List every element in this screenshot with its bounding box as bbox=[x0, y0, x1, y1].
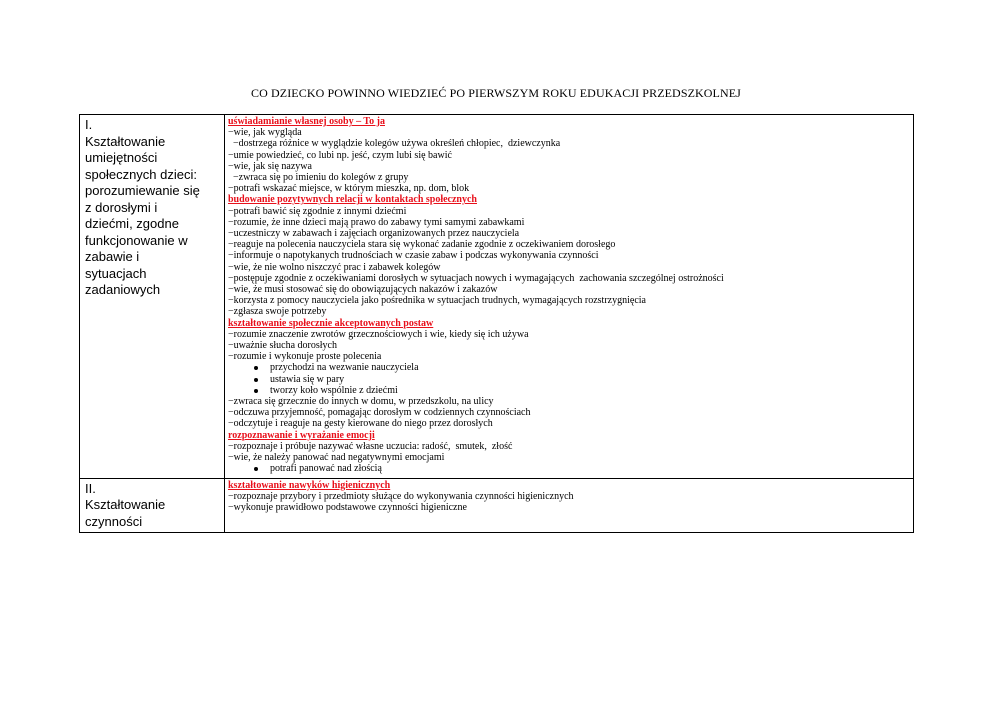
bullet-text: przychodzi na wezwanie nauczyciela bbox=[270, 362, 419, 374]
area-title-line: społecznych dzieci: bbox=[85, 166, 197, 182]
curriculum-table bbox=[79, 114, 914, 533]
skill-item: −zwraca się po imieniu do kolegów z grupy bbox=[228, 172, 409, 184]
section-row bbox=[80, 115, 914, 479]
skill-item: −wie, jak się nazywa bbox=[228, 160, 312, 172]
skill-item: −dostrzega różnice w wyglądzie kolegów używa określeń chłopiec, dziewczynka bbox=[228, 138, 561, 150]
bullet-item bbox=[228, 374, 909, 385]
content-cell bbox=[225, 478, 914, 533]
skill-item: −odczuwa przyjemność, pomagając dorosłym w codziennych czynnościach bbox=[228, 407, 531, 419]
section-number: I. bbox=[85, 117, 93, 132]
content-cell bbox=[225, 115, 914, 479]
section-row bbox=[80, 478, 914, 533]
bullet-text: potrafi panować nad złością bbox=[270, 463, 382, 475]
area-title-line: czynności bbox=[85, 513, 143, 529]
skill-item: −uważnie słucha dorosłych bbox=[228, 340, 337, 352]
area-cell bbox=[80, 478, 225, 533]
bullet-text: ustawia się w pary bbox=[270, 373, 345, 385]
area-title-line: zabawie i bbox=[85, 249, 140, 264]
area-title-line: zadaniowych bbox=[85, 282, 161, 297]
skill-item: −rozpoznaje przybory i przedmioty służące do wykonywania czynności higienicznych bbox=[228, 490, 574, 502]
skill-item: −potrafi wskazać miejsce, w którym mieszka, np. dom, blok bbox=[228, 183, 470, 195]
section-heading: uświadamianie własnej osoby – To ja bbox=[228, 116, 385, 127]
area-title-line: sytuacjach bbox=[85, 265, 147, 281]
section-number: II. bbox=[85, 480, 96, 496]
skill-item: −wie, że należy panować nad negatywnymi emocjami bbox=[228, 452, 445, 464]
skill-item: −rozumie znaczenie zwrotów grzecznościowych i wie, kiedy się ich używa bbox=[228, 328, 529, 340]
bullet-dot-icon bbox=[254, 378, 258, 382]
skill-item: −rozumie i wykonuje proste polecenia bbox=[228, 351, 382, 363]
area-title-line: funkcjonowanie w bbox=[85, 232, 188, 248]
skill-item: −potrafi bawić się zgodnie z innymi dziećmi bbox=[228, 205, 407, 217]
area-title-line: Kształtowanie bbox=[85, 133, 166, 149]
skill-item: −reaguje na polecenia nauczyciela stara się wykonać zadanie zgodnie z oczekiwaniem dorosłego bbox=[228, 239, 616, 251]
section-heading: kształtowanie społecznie akceptowanych postaw bbox=[228, 317, 434, 329]
area-title-line: porozumiewanie się bbox=[85, 183, 200, 198]
area-title-line: umiejętności bbox=[85, 150, 158, 165]
skill-item: −korzysta z pomocy nauczyciela jako pośrednika w sytuacjach trudnych, wymagających rozstrzygnięcia bbox=[228, 295, 646, 307]
area-title-line: Kształtowanie bbox=[85, 497, 166, 512]
skill-item: −uczestniczy w zabawach i zajęciach organizowanych przez nauczyciela bbox=[228, 228, 520, 240]
skill-item: −umie powiedzieć, co lubi np. jeść, czym lubi się bawić bbox=[228, 149, 452, 161]
bullet-item bbox=[228, 385, 909, 396]
skill-item: −rozumie, że inne dzieci mają prawo do zabawy tymi samymi zabawkami bbox=[228, 216, 525, 228]
section-heading: kształtowanie nawyków higienicznych bbox=[228, 479, 391, 491]
bullet-text: tworzy koło wspólnie z dziećmi bbox=[270, 384, 398, 396]
skill-item: −rozpoznaje i próbuje nazywać własne uczucia: radość, smutek, złość bbox=[228, 440, 513, 452]
section-heading: budowanie pozytywnych relacji w kontaktach społecznych bbox=[228, 194, 477, 206]
skill-item: −informuje o napotykanych trudnościach w czasie zabaw i podczas wykonywania czynności bbox=[228, 250, 599, 262]
area-cell bbox=[80, 115, 225, 479]
area-title-line: z dorosłymi i bbox=[85, 199, 158, 215]
section-heading: rozpoznawanie i wyrażanie emocji bbox=[228, 429, 375, 441]
skill-item: −zwraca się grzecznie do innych w domu, w przedszkolu, na ulicy bbox=[228, 396, 494, 408]
skill-item: −odczytuje i reaguje na gesty kierowane do niego przez dorosłych bbox=[228, 418, 493, 430]
skill-item: −wie, że nie wolno niszczyć prac i zabawek kolegów bbox=[228, 261, 441, 273]
skill-item: −wie, jak wygląda bbox=[228, 127, 302, 139]
skill-item: −wykonuje prawidłowo podstawowe czynności higieniczne bbox=[228, 501, 467, 513]
skill-item: −postępuje zgodnie z oczekiwaniami dorosłych w sytuacjach nowych i wymagających zachowania szczególnej ostrożności bbox=[228, 272, 724, 284]
skill-item: −wie, że musi stosować się do obowiązujących nakazów i zakazów bbox=[228, 284, 498, 296]
area-title-line: dziećmi, zgodne bbox=[85, 216, 179, 231]
bullet-item bbox=[228, 362, 909, 373]
bullet-item bbox=[228, 463, 909, 474]
document-title: CO DZIECKO POWINNO WIEDZIEĆ PO PIERWSZYM ROKU EDUKACJI PRZEDSZKOLNEJ bbox=[251, 86, 741, 100]
skill-item: −zgłasza swoje potrzeby bbox=[228, 306, 327, 318]
bullet-dot-icon bbox=[254, 389, 258, 393]
